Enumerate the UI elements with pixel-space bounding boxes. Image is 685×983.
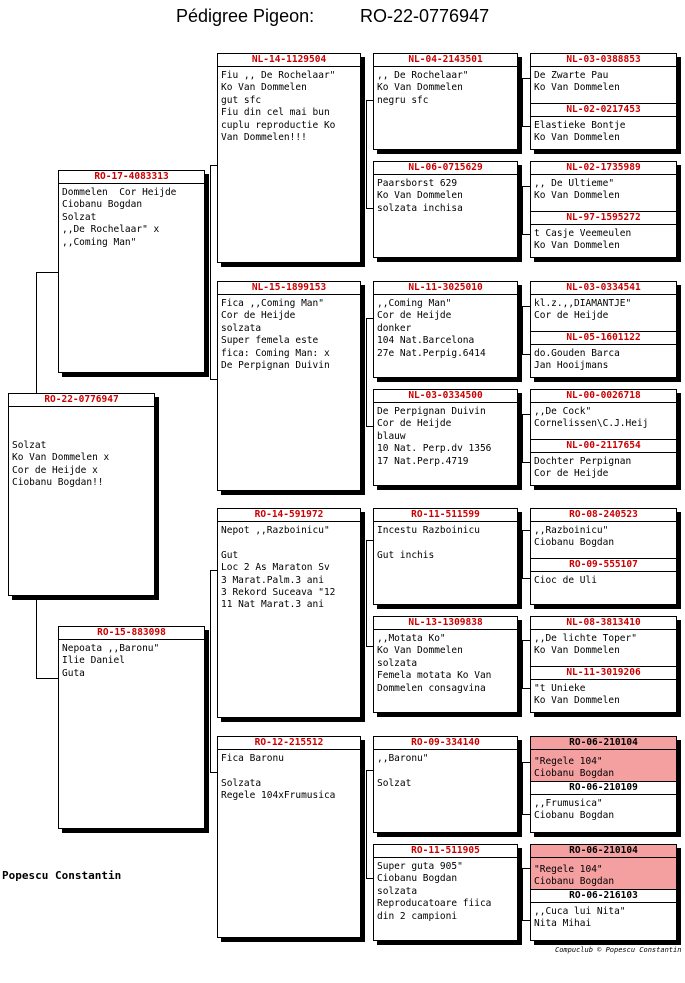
ring-number: RO-09-555107 (531, 558, 676, 572)
pigeon-info: "Regele 104" Ciobanu Bogdan (534, 756, 615, 780)
ancestor-pair-card[interactable] (530, 389, 677, 486)
great-grandparent-card[interactable] (373, 53, 518, 150)
ring-number: RO-06-210104 (531, 737, 676, 750)
ring-number: RO-08-240523 (531, 509, 676, 522)
ring-number: RO-11-511599 (374, 509, 517, 522)
connector-line (522, 814, 530, 815)
great-grandparent-card[interactable] (373, 281, 518, 378)
pigeon-info: Nepot ,,Razboinicu" Gut Loc 2 As Maraton Sv 3 Marat.Palm.3 ani 3 Rekord Suceava "12 11 Nat Marat.3 ani (221, 525, 336, 611)
ancestor-pair-card[interactable] (530, 844, 677, 941)
pigeon-info: ,,Motata Ko" Ko Van Dommelen solzata Femela motata Ko Van Dommelen consagvina (377, 633, 492, 694)
pigeon-info: ,,Baronu" Solzat (377, 753, 429, 789)
pigeon-info: t Casje Veemeulen Ko Van Dommelen (534, 228, 632, 252)
pigeon-info: Paarsborst 629 Ko Van Dommelen solzata inchisa (377, 178, 463, 214)
ring-number: RO-06-216103 (531, 889, 676, 903)
pigeon-info: Incestu Razboinicu Gut inchis (377, 525, 480, 561)
connector-line (522, 354, 530, 355)
pigeon-info: Fiu ,, De Rochelaar" Ko Van Dommelen gut sfc Fiu din cel mai bun cuplu reproductie Ko Van Dommelen!!! (221, 70, 336, 144)
connector-line (522, 868, 530, 869)
ring-number: NL-15-1899153 (218, 282, 360, 295)
ring-number: NL-11-3019206 (531, 666, 676, 680)
pigeon-info: De Perpignan Duivin Cor de Heijde blauw 10 Nat. Perp.dv 1356 17 Nat.Perp.4719 (377, 406, 492, 467)
ancestor-pair-card[interactable] (530, 53, 677, 150)
ring-number: RO-11-511905 (374, 845, 517, 858)
ring-number: RO-17-4083313 (59, 171, 204, 184)
pigeon-info: ,,Razboinicu" Ciobanu Bogdan (534, 525, 615, 549)
connector-line (522, 868, 523, 920)
ring-number: RO-12-215512 (218, 737, 360, 750)
ring-number: NL-14-1129504 (218, 54, 360, 67)
ring-number: NL-05-1601122 (531, 331, 676, 345)
pigeon-info: Dochter Perpignan Cor de Heijde (534, 456, 632, 480)
connector-line (522, 530, 523, 578)
ring-number: NL-03-0334500 (374, 390, 517, 403)
pigeon-info: ,,Cuca lui Nita" Nita Mihai (534, 906, 626, 930)
sire-card[interactable] (58, 170, 205, 373)
pigeon-info: Solzat Ko Van Dommelen x Cor de Heijde x Ciobanu Bogdan!! (12, 440, 110, 489)
ring-number: RO-22-0776947 (9, 394, 154, 407)
ring-number: NL-03-0388853 (531, 54, 676, 67)
footer-credit: Compuclub © Popescu Constantin (555, 946, 682, 954)
connector-line (522, 762, 523, 814)
highlighted-ancestor (531, 737, 676, 781)
pigeon-info: Super guta 905" Ciobanu Bogdan solzata Reproducatoare fiica din 2 campioni (377, 861, 492, 922)
pigeon-info: De Zwarte Pau Ko Van Dommelen (534, 70, 620, 94)
grandparent-card[interactable] (217, 53, 361, 263)
connector-line (366, 100, 367, 208)
dam-card[interactable] (58, 626, 205, 829)
pigeon-info: Nepoata ,,Baronu" Ilie Daniel Guta (62, 643, 160, 679)
connector-line (522, 414, 530, 415)
page-title (0, 4, 685, 32)
connector-line (210, 165, 211, 379)
pigeon-info: Elastieke Bontje Ko Van Dommelen (534, 120, 626, 144)
ancestor-pair-card[interactable] (530, 281, 677, 378)
connector-line (36, 594, 37, 678)
connector-line (366, 318, 367, 426)
pigeon-info: Cioc de Uli (534, 575, 597, 586)
connector-line (522, 306, 523, 354)
ring-number: RO-14-591972 (218, 509, 360, 522)
ring-number: NL-04-2143501 (374, 54, 517, 67)
ring-number: NL-08-3813410 (531, 617, 676, 630)
pigeon-info: Dommelen Cor Heijde Ciobanu Bogdan Solzat ,,De Rochelaar" x ,,Coming Man" (62, 187, 177, 248)
pigeon-info: ,, De Rochelaar" Ko Van Dommelen negru sfc (377, 70, 469, 106)
great-grandparent-card[interactable] (373, 389, 518, 486)
ring-number: NL-97-1595272 (531, 211, 676, 225)
connector-line (366, 770, 367, 878)
connector-line (522, 640, 530, 641)
grandparent-card[interactable] (217, 281, 361, 491)
great-grandparent-card[interactable] (373, 844, 518, 941)
breeder-name: Popescu Constantin (2, 869, 122, 882)
ring-number: RO-09-334140 (374, 737, 517, 750)
connector-line (522, 640, 523, 688)
ring-number: RO-06-210104 (531, 845, 676, 858)
ring-number: NL-02-1735989 (531, 162, 676, 175)
pigeon-info: Fica Baronu Solzata Regele 104xFrumusica (221, 753, 336, 802)
pigeon-info: ,, De Ultieme" Ko Van Dommelen (534, 178, 620, 202)
great-grandparent-card[interactable] (373, 508, 518, 605)
connector-line (522, 462, 530, 463)
ancestor-pair-card[interactable] (530, 616, 677, 713)
connector-line (522, 78, 523, 126)
connector-line (522, 414, 523, 462)
title-ring: RO-22-0776947 (360, 6, 490, 26)
ring-number: NL-13-1309838 (374, 617, 517, 630)
ring-number: RO-15-883098 (59, 627, 204, 640)
pigeon-info: ,,De lichte Toper" Ko Van Dommelen (534, 633, 637, 657)
connector-line (522, 530, 530, 531)
ring-number: RO-06-210109 (531, 781, 676, 795)
pigeon-info: ,,Frumusica" Ciobanu Bogdan (534, 798, 615, 822)
subject-pigeon-card[interactable] (8, 393, 155, 596)
connector-line (36, 272, 37, 394)
connector-line (522, 688, 530, 689)
pigeon-info: kl.z.,,DIAMANTJE" Cor de Heijde (534, 298, 632, 322)
ring-number: NL-06-0715629 (374, 162, 517, 175)
connector-line (522, 762, 530, 763)
title-label: Pédigree Pigeon: (176, 6, 315, 26)
connector-line (522, 126, 530, 127)
great-grandparent-card[interactable] (373, 616, 518, 713)
connector-line (366, 540, 367, 646)
great-grandparent-card[interactable] (373, 736, 518, 833)
pigeon-info: do.Gouden Barca Jan Hooijmans (534, 348, 620, 372)
ancestor-pair-card[interactable] (530, 508, 677, 605)
great-grandparent-card[interactable] (373, 161, 518, 258)
connector-line (36, 272, 59, 273)
pigeon-info: ,,Coming Man" Cor de Heijde donker 104 Nat.Barcelona 27e Nat.Perpig.6414 (377, 298, 486, 359)
connector-line (522, 234, 530, 235)
ancestor-pair-card[interactable] (530, 161, 677, 258)
ancestor-pair-card[interactable] (530, 736, 677, 833)
connector-line (522, 920, 530, 921)
connector-line (522, 578, 530, 579)
connector-line (522, 306, 530, 307)
connector-line (522, 78, 530, 79)
grandparent-card[interactable] (217, 736, 361, 938)
ring-number: NL-02-0217453 (531, 103, 676, 117)
pigeon-info: Fica ,,Coming Man" Cor de Heijde solzata Super femela este fica: Coming Man: x De Perpignan Duivin (221, 298, 330, 372)
ring-number: NL-03-0334541 (531, 282, 676, 295)
connector-line (522, 186, 530, 187)
ring-number: NL-00-0026718 (531, 390, 676, 403)
connector-line (36, 678, 59, 679)
connector-line (522, 186, 523, 234)
highlighted-ancestor (531, 845, 676, 889)
grandparent-card[interactable] (217, 508, 361, 718)
pigeon-info: "t Unieke Ko Van Dommelen (534, 683, 620, 707)
pigeon-info: "Regele 104" Ciobanu Bogdan (534, 864, 615, 888)
ring-number: NL-00-2117654 (531, 439, 676, 453)
pigeon-info: ,,De Cock" Cornelissen\C.J.Heij (534, 406, 649, 430)
connector-line (210, 570, 211, 772)
ring-number: NL-11-3025010 (374, 282, 517, 295)
